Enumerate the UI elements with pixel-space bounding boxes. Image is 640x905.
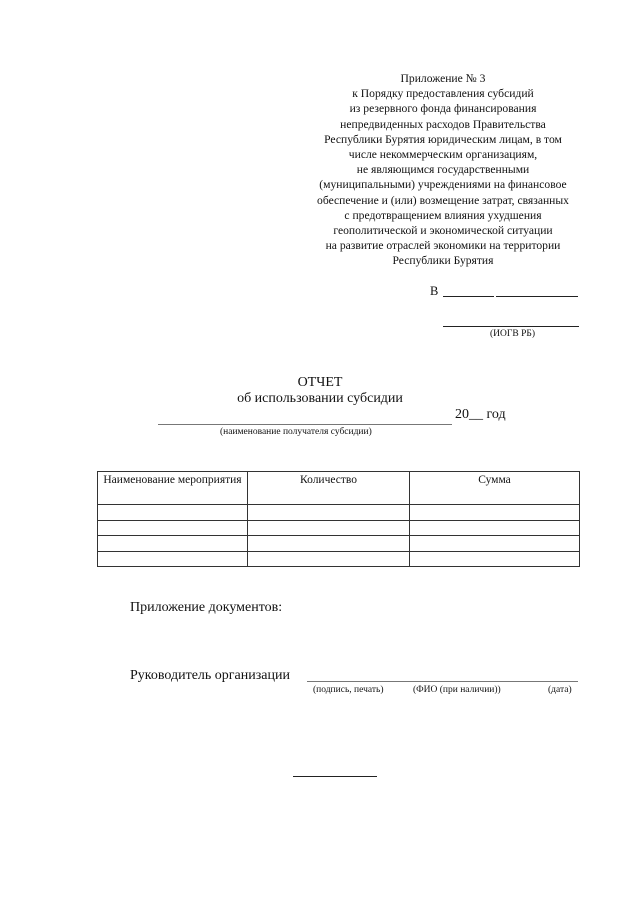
table-cell[interactable] <box>410 520 580 536</box>
annex-line: на развитие отраслей экономики на территории <box>325 239 561 253</box>
recipient-caption: (наименование получателя субсидии) <box>220 427 372 437</box>
table-cell[interactable] <box>248 520 410 536</box>
table-row <box>98 505 580 521</box>
annex-line: не являющимся государственными <box>356 163 530 177</box>
report-title: ОТЧЕТ <box>297 375 343 390</box>
addressee-prefix: В <box>430 284 439 298</box>
table-cell[interactable] <box>98 536 248 552</box>
table-cell[interactable] <box>98 551 248 567</box>
table-cell[interactable] <box>410 551 580 567</box>
annex-line: Республики Бурятия <box>392 254 494 268</box>
annex-line: Республики Бурятия юридическим лицам, в том <box>324 132 562 146</box>
table-cell[interactable] <box>98 520 248 536</box>
signature-caption: (подпись, печать) <box>313 685 384 695</box>
closing-rule <box>293 776 377 777</box>
iogv-caption: (ИОГВ РБ) <box>490 329 535 339</box>
table-cell[interactable] <box>410 505 580 521</box>
table-cell[interactable] <box>98 505 248 521</box>
table-row <box>98 551 580 567</box>
annex-line: (муниципальными) учреждениями на финансовое <box>319 178 567 192</box>
table-header-row <box>98 472 580 505</box>
table-cell[interactable] <box>248 551 410 567</box>
annex-line: Приложение № 3 <box>400 72 486 85</box>
annex-header <box>288 71 598 269</box>
report-subtitle: об использовании субсидии <box>237 391 403 406</box>
addressee-blank-long[interactable] <box>496 296 578 297</box>
table-cell[interactable] <box>248 505 410 521</box>
table-row <box>98 520 580 536</box>
recipient-blank-line[interactable] <box>158 424 452 425</box>
annex-line: из резервного фонда финансирования <box>349 102 537 116</box>
date-caption: (дата) <box>548 685 572 695</box>
annex-line: непредвиденных расходов Правительства <box>340 117 546 131</box>
report-table <box>97 471 580 567</box>
annex-line: геополитической и экономической ситуации <box>333 224 553 238</box>
table-cell[interactable] <box>410 536 580 552</box>
addressee-blank-short[interactable] <box>443 296 494 297</box>
report-year: 20__ год <box>455 407 506 422</box>
attachments-label: Приложение документов: <box>130 600 283 615</box>
header-amount: Сумма <box>410 472 580 505</box>
fio-caption: (ФИО (при наличии)) <box>413 685 501 695</box>
signature-label: Руководитель организации <box>130 668 290 683</box>
annex-line: числе некоммерческим организациям, <box>348 148 538 162</box>
annex-line: с предотвращением влияния ухудшения <box>344 208 542 222</box>
header-event-name: Наименование мероприятия <box>98 472 248 505</box>
iogv-blank-line[interactable] <box>443 326 579 327</box>
annex-line: обеспечение и (или) возмещение затрат, связанных <box>317 193 569 207</box>
header-quantity: Количество <box>248 472 410 505</box>
signature-blank-line[interactable] <box>307 681 578 682</box>
annex-line: к Порядку предоставления субсидий <box>352 87 534 101</box>
table-cell[interactable] <box>248 536 410 552</box>
table-row <box>98 536 580 552</box>
